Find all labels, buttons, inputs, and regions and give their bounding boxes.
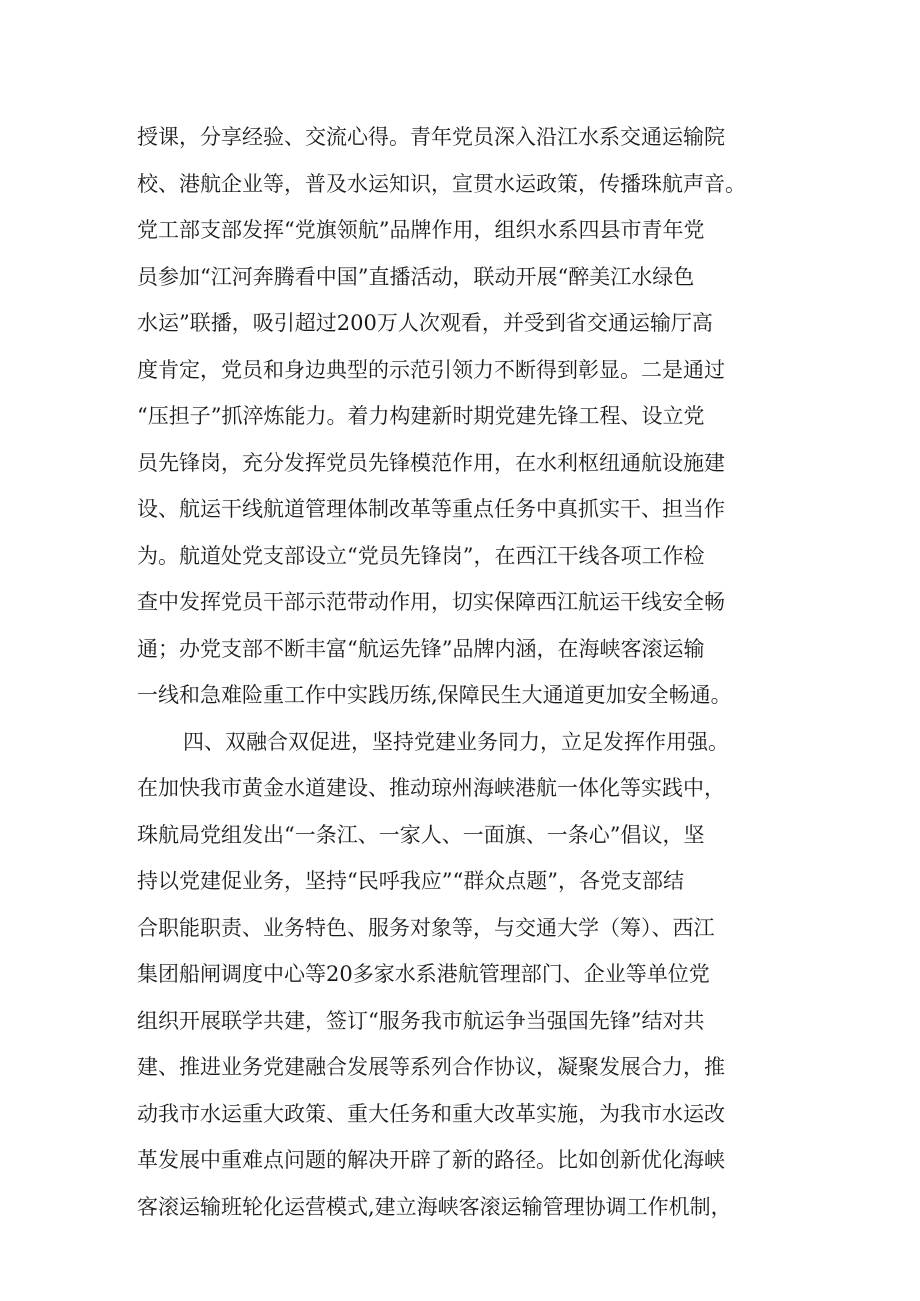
text-line: 动我市水运重大政策、重大任务和重大改革实施，为我市水运改 (137, 1101, 725, 1126)
text-line: 校、港航企业等，普及水运知识，宣贯水运政策，传播珠航声音。 (137, 171, 746, 196)
text-line: 为。航道处党支部设立“党员先锋岗”，在西江干线各项工作检 (137, 543, 705, 568)
text-line: 珠航局党组发出“一条江、一家人、一面旗、一条心”倡议，坚 (137, 822, 705, 847)
text-line: 度肯定，党员和身边典型的示范引领力不断得到彰显。二是通过 (137, 357, 725, 382)
text-line: 授课，分享经验、交流心得。青年党员深入沿江水系交通运输院 (137, 125, 725, 149)
text-line: 党工部支部发挥“党旗领航”品牌作用，组织水系四县市青年党 (137, 218, 705, 242)
text-line: 设、航运干线航道管理体制改革等重点任务中真抓实干、担当作 (137, 497, 725, 521)
text-line: 一线和急难险重工作中实践历练,保障民生大通道更加安全畅通。 (137, 683, 732, 707)
section-heading-line: 四、双融合双促进，坚持党建业务同力，立足发挥作用强。 (183, 729, 729, 754)
text-line: 合职能职责、业务特色、服务对象等，与交通大学（筹）、西江 (137, 915, 715, 940)
text-line: 组织开展联学共建，签订“服务我市航运争当强国先锋”结对共 (137, 1008, 705, 1033)
text-line: “压担子”抓淬炼能力。着力构建新时期党建先锋工程、设立党 (137, 404, 705, 428)
text-line: 在加快我市黄金水道建设、推动琼州海峡港航一体化等实践中， (137, 776, 725, 800)
text-line: 建、推进业务党建融合发展等系列合作协议，凝聚发展合力，推 (137, 1055, 725, 1079)
text-line: 客滚运输班轮化运营模式,建立海峡客滚运输管理协调工作机制， (137, 1194, 732, 1219)
text-line: 集团船闸调度中心等20多家水系港航管理部门、企业等单位党 (137, 962, 710, 986)
text-line: 持以党建促业务，坚持“民呼我应”“群众点题”，各党支部结 (137, 869, 684, 893)
text-line: 通；办党支部不断丰富“航运先锋”品牌内涵，在海峡客滚运输 (137, 636, 705, 661)
text-line: 员先锋岗，充分发挥党员先锋模范作用，在水利枢纽通航设施建 (137, 450, 725, 475)
text-line: 革发展中重难点问题的解决开辟了新的路径。比如创新优化海峡 (137, 1148, 725, 1172)
text-line: 查中发挥党员干部示范带动作用，切实保障西江航运干线安全畅 (137, 590, 725, 614)
text-line: 员参加“江河奔腾看中国”直播活动，联动开展“醉美江水绿色 (137, 264, 695, 289)
text-line: 水运”联播，吸引超过200万人次观看，并受到省交通运输厅高 (137, 311, 713, 335)
body-text (137, 114, 797, 1230)
